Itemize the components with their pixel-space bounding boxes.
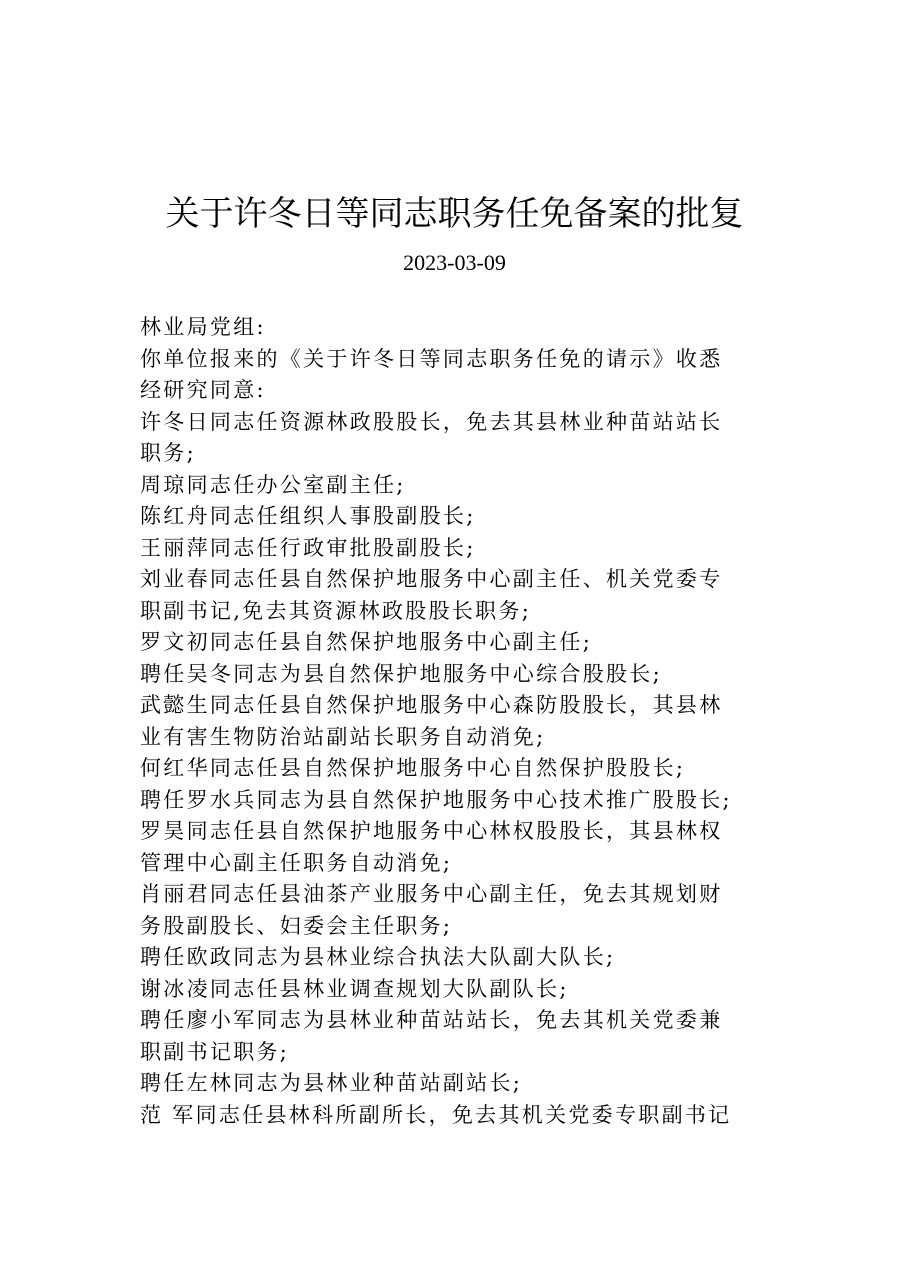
body-line: 武懿生同志任县自然保护地服务中心森防股股长，其县林: [140, 693, 723, 717]
body-line: 务股副股长、妇委会主任职务;: [140, 913, 453, 938]
body-line: 经研究同意:: [140, 378, 266, 402]
body-line: 何红华同志任县自然保护地服务中心自然保护股股长;: [140, 756, 686, 780]
document-title: 关于许冬日等同志职务任免备案的批复: [165, 194, 744, 234]
body-line: 聘任廖小军同志为县林业种苗站站长，免去其机关党委兼: [140, 1008, 723, 1032]
body-line: 你单位报来的《关于许冬日等同志职务任免的请示》收悉: [140, 346, 723, 371]
body-line: 罗文初同志任县自然保护地服务中心副主任;: [140, 630, 593, 654]
body-line: 肖丽君同志任县油茶产业服务中心副主任，免去其规划财: [140, 882, 723, 906]
body-line: 陈红舟同志任组织人事股副股长;: [140, 504, 476, 528]
body-line: 业有害生物防治站副站长职务自动消免;: [140, 724, 546, 749]
body-line: 职务;: [140, 441, 196, 465]
body-line: 许冬日同志任资源林政股股长，免去其县林业种苗站站长: [140, 409, 723, 434]
body-line: 聘任欧政同志为县林业综合执法大队副大队长;: [140, 945, 616, 969]
body-line: 王丽萍同志任行政审批股副股长;: [140, 535, 476, 560]
body-line: 谢冰凌同志任县林业调查规划大队副队长;: [140, 976, 569, 1001]
body-line: 罗昊同志任县自然保护地服务中心林权股股长，其县林权: [140, 819, 723, 843]
document-body: [140, 312, 772, 1131]
body-line: 聘任吴冬同志为县自然保护地服务中心综合股股长;: [140, 661, 662, 686]
body-line-addressee: 林业局党组:: [140, 315, 266, 339]
body-line: 范 军同志任县林科所副所长，免去其机关党委专职副书记: [140, 1102, 732, 1127]
body-line: 周琼同志任办公室副主任;: [140, 472, 406, 497]
body-line: 聘任罗水兵同志为县自然保护地服务中心技术推广股股长;: [140, 787, 732, 812]
body-line: 管理中心副主任职务自动消免;: [140, 850, 453, 875]
body-line: 刘业春同志任县自然保护地服务中心副主任、机关党委专: [140, 567, 723, 591]
body-line: 职副书记职务;: [140, 1039, 290, 1064]
body-line: 职副书记,免去其资源林政股股长职务;: [140, 598, 532, 623]
body-line: 聘任左林同志为县林业种苗站副站长;: [140, 1071, 523, 1095]
document-date: 2023-03-09: [403, 250, 506, 275]
